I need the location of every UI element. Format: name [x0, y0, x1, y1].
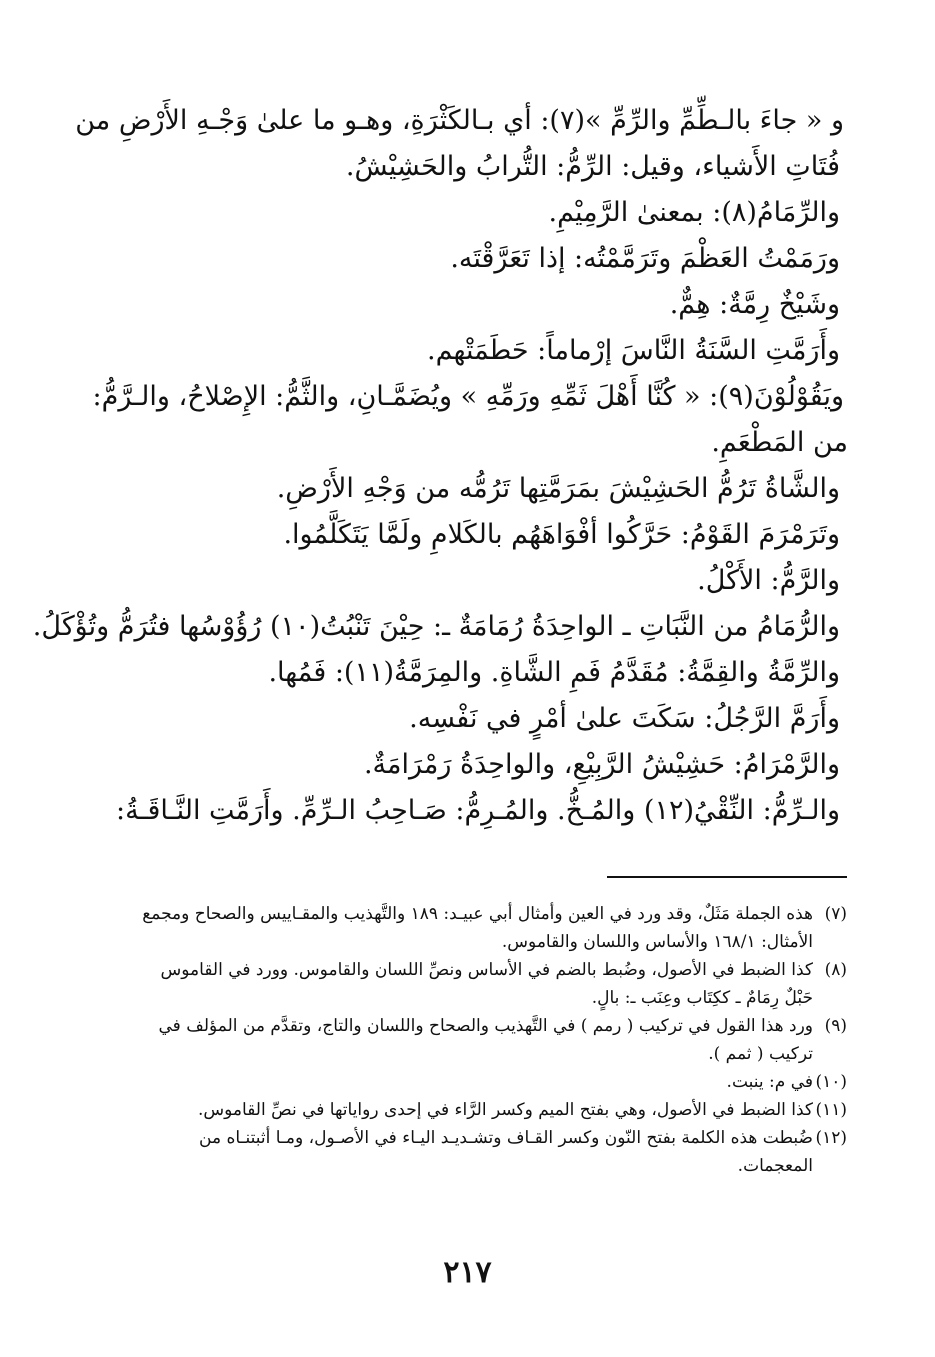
text-line: وشَيْخٌ رِمَّةٌ: هِمٌّ. [669, 289, 840, 320]
text-line: والرِّمَامُ(٨): بمعنىٰ الرَّمِيْمِ. [548, 197, 840, 228]
text-line: والرَّمْرَامُ: حَشِيْشُ الرَّبِيْعِ، والواحِدَةُ رَمْرَامَةٌ. [363, 749, 840, 780]
footnote [127, 1124, 847, 1180]
text-line: والرُّمَامُ من النَّبَاتِ ـ الواحِدَةُ رُمَامَةٌ ـ: حِيْنَ تَنْبُتُ(١٠) رُؤُوْسُها فتُرَمُّ وتُؤْكَلُ. [32, 611, 840, 642]
text-line: والـرِّمُّ: النِّقْيُ(١٢) والمُـخُّ. والمُـرِمُّ: صَـاحِبُ الـرِّمِّ. وأَرَمَّتِ النَّـاقَـةُ: [116, 795, 840, 826]
footnote-text: ورد هذا القول في تركيب ( رمم ) في التَّهذيب والصحاح واللسان والتاج، وتقدَّم من المؤلف في تركيب ( ثمم ). [158, 1016, 813, 1064]
footnote-text: ضُبطت هذه الكلمة بفتح النّون وكسر القـاف وتشـديـد اليـاء في الأصـول، ومـا أثبتنـاه من المعجمات. [199, 1128, 813, 1176]
text-line: والشَّاةُ تَرُمُّ الحَشِيْشَ بمَرَمَّتِها تَرُمُّه من وَجْهِ الأَرْضِ. [276, 473, 840, 504]
footnote-separator [607, 876, 847, 878]
footnote [127, 1096, 847, 1124]
footnote [127, 956, 847, 1012]
footnote-number: (١٠) [815, 1072, 847, 1092]
footnote-text: هذه الجملة مَثَلٌ، وقد ورد في العين وأمثال أبي عبيـد: ١٨٩ والتَّهذيب والمقـاييس والصحاح ومجمع الأمثال: ١٦٨/١ والأساس واللسان والقاموس. [142, 904, 813, 952]
text-line: فُتَاتِ الأَشياء، وقيل: الرِّمُّ: التُّرابُ والحَشِيْشُ. [345, 151, 840, 182]
text-line: وتَرَمْرَمَ القَوْمُ: حَرَّكُوا أفْوَاهَهُم بالكَلامِ ولَمَّا يَتَكَلَّمُوا. [283, 519, 840, 550]
footnote [127, 1068, 847, 1096]
footnote [127, 900, 847, 956]
footnote-number: (٩) [824, 1016, 847, 1036]
main-text [32, 98, 848, 834]
footnotes [127, 900, 847, 1180]
footnote-text: كذا الضبط في الأصول، وهي بفتح الميم وكسر الرَّاء في إحدى رواياتها في نصِّ القاموس. [197, 1100, 813, 1120]
text-line: من المَطْعَمِ. [711, 427, 848, 458]
footnote-number: (٧) [824, 904, 847, 924]
footnote-number: (١١) [815, 1100, 847, 1120]
text-line: ويَقُوْلُوْنَ(٩): « كُنَّا أَهْلَ ثَمِّهِ ورَمِّهِ » ويُضَمَّـانِ، والثَّمُّ: الإِصْلاحُ، والـرَّمُّ: [92, 381, 844, 412]
page-number: ٢١٧ [443, 1255, 492, 1290]
text-line: والرِّمَّةُ والقِمَّةُ: مُقَدَّمُ فَمِ الشَّاةِ. والمِرَمَّةُ(١١): فَمُها. [268, 657, 840, 688]
text-line: والرَّمُّ: الأَكْلُ. [697, 565, 840, 596]
text-line: ورَمَمْتُ العَظْمَ وتَرَمَّمْتُه: إذا تَعَرَّقْتَه. [450, 243, 840, 274]
text-line: وأَرَمَّتِ السَّنَةُ النَّاسَ إرْماماً: حَطَمَتْهم. [427, 335, 840, 366]
footnote-text: في م: ينبت. [726, 1072, 813, 1092]
footnote-number: (٨) [824, 960, 847, 980]
text-line: و « جاءَ بالـطِّمِّ والرِّمِّ »(٧): أي بـالكَثْرَةِ، وهـو ما علىٰ وَجْـهِ الأَرْضِ من [75, 105, 844, 136]
footnote-text: كذا الضبط في الأصول، وضُبط بالضم في الأساس ونصِّ اللسان والقاموس. وورد في القاموس حَبْلٌ رِمَامٌ ـ ككِتَاب وعِنَب ـ: بالٍ. [160, 960, 813, 1008]
footnote [127, 1012, 847, 1068]
text-line: وأَرَمَّ الرَّجُلُ: سَكَتَ علىٰ أمْرٍ في نَفْسِه. [409, 703, 840, 734]
footnote-number: (١٢) [815, 1128, 847, 1148]
